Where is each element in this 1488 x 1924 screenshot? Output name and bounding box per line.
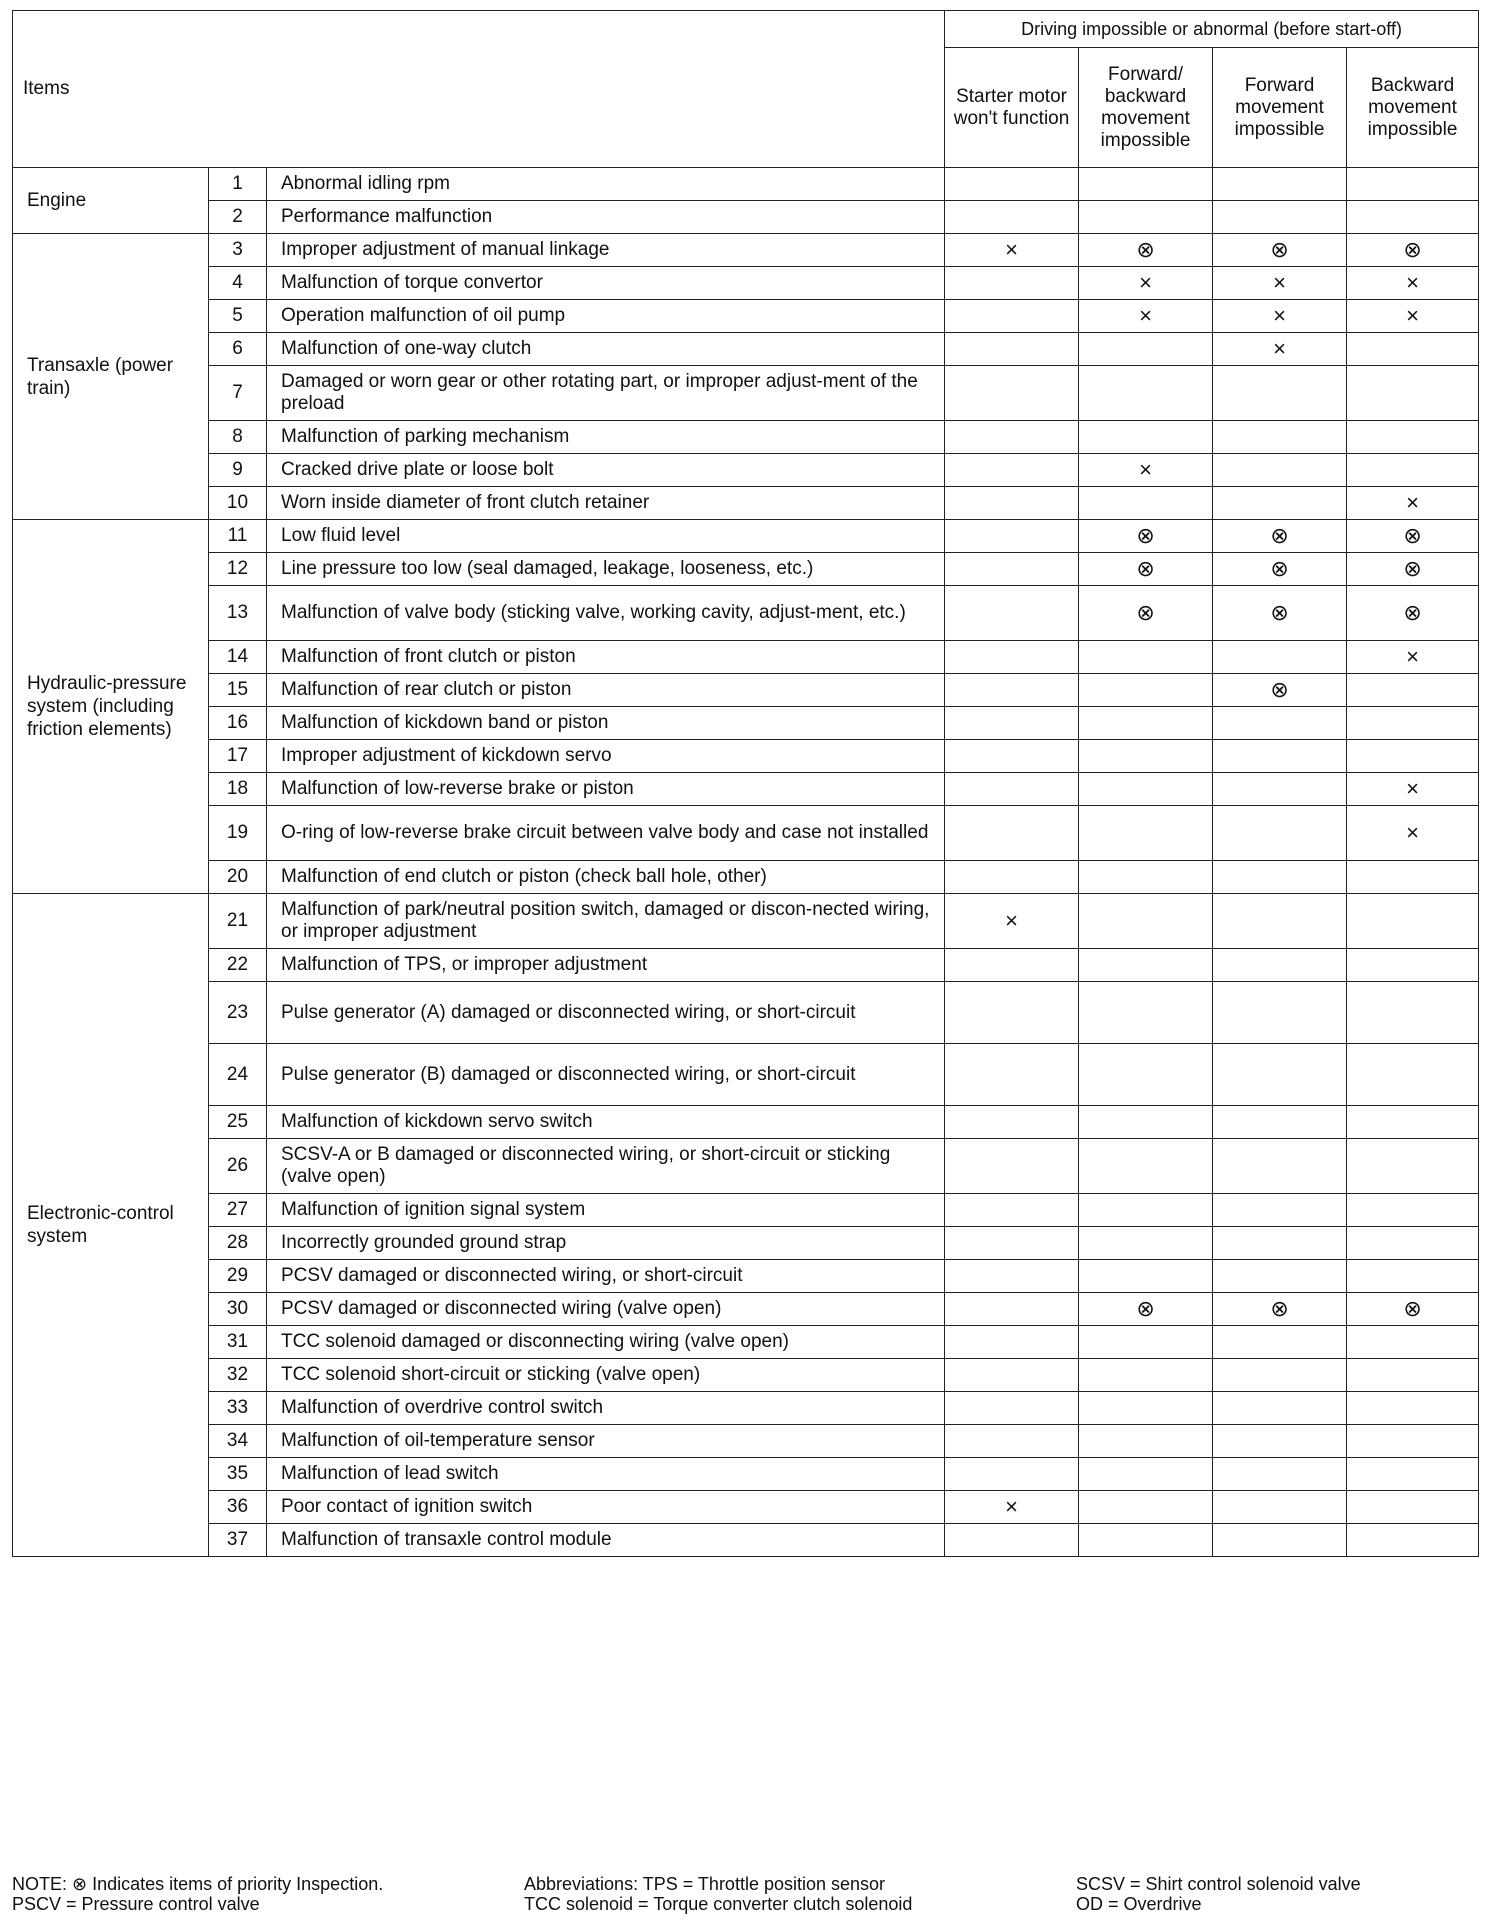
mark-starter bbox=[945, 740, 1079, 773]
mark-forward: × bbox=[1213, 267, 1347, 300]
mark-starter bbox=[945, 674, 1079, 707]
mark-backward bbox=[1347, 707, 1479, 740]
item-description: Malfunction of front clutch or piston bbox=[267, 641, 945, 674]
mark-forward: ⊗ bbox=[1213, 586, 1347, 641]
mark-backward bbox=[1347, 1326, 1479, 1359]
footnote-col-2 bbox=[524, 1874, 1084, 1914]
mark-forward: ⊗ bbox=[1213, 1293, 1347, 1326]
mark-starter bbox=[945, 861, 1079, 894]
mark-forward: × bbox=[1213, 333, 1347, 366]
item-description: Malfunction of low-reverse brake or piston bbox=[267, 773, 945, 806]
table-row bbox=[13, 806, 1479, 861]
table-row bbox=[13, 1293, 1479, 1326]
mark-starter: × bbox=[945, 234, 1079, 267]
mark-backward bbox=[1347, 168, 1479, 201]
mark-forward-backward bbox=[1079, 1524, 1213, 1557]
mark-forward-backward bbox=[1079, 861, 1213, 894]
footnote-col-3 bbox=[1076, 1874, 1488, 1914]
item-description: Abnormal idling rpm bbox=[267, 168, 945, 201]
mark-forward-backward: × bbox=[1079, 300, 1213, 333]
item-number: 29 bbox=[209, 1260, 267, 1293]
mark-backward: ⊗ bbox=[1347, 586, 1479, 641]
item-description: Pulse generator (A) damaged or disconnected wiring, or short-circuit bbox=[267, 982, 945, 1044]
mark-forward-backward: ⊗ bbox=[1079, 586, 1213, 641]
mark-forward bbox=[1213, 487, 1347, 520]
item-description: Malfunction of lead switch bbox=[267, 1458, 945, 1491]
mark-backward bbox=[1347, 949, 1479, 982]
mark-starter bbox=[945, 1392, 1079, 1425]
mark-backward bbox=[1347, 1392, 1479, 1425]
mark-forward bbox=[1213, 1392, 1347, 1425]
item-number: 30 bbox=[209, 1293, 267, 1326]
mark-forward-backward: ⊗ bbox=[1079, 553, 1213, 586]
mark-forward bbox=[1213, 1359, 1347, 1392]
item-description: Malfunction of parking mechanism bbox=[267, 421, 945, 454]
mark-starter bbox=[945, 1044, 1079, 1106]
mark-backward bbox=[1347, 1227, 1479, 1260]
mark-forward: × bbox=[1213, 300, 1347, 333]
mark-backward: ⊗ bbox=[1347, 553, 1479, 586]
mark-forward-backward bbox=[1079, 707, 1213, 740]
item-description: Incorrectly grounded ground strap bbox=[267, 1227, 945, 1260]
mark-forward-backward bbox=[1079, 1139, 1213, 1194]
mark-starter bbox=[945, 520, 1079, 553]
item-number: 10 bbox=[209, 487, 267, 520]
diagnosis-table bbox=[12, 10, 1479, 1557]
item-number: 12 bbox=[209, 553, 267, 586]
item-description: Improper adjustment of manual linkage bbox=[267, 234, 945, 267]
item-description: SCSV-A or B damaged or disconnected wiring, or short-circuit or sticking (valve open) bbox=[267, 1139, 945, 1194]
item-number: 22 bbox=[209, 949, 267, 982]
mark-backward bbox=[1347, 1491, 1479, 1524]
item-number: 3 bbox=[209, 234, 267, 267]
mark-forward-backward bbox=[1079, 806, 1213, 861]
mark-forward-backward bbox=[1079, 1359, 1213, 1392]
mark-starter bbox=[945, 1293, 1079, 1326]
mark-forward bbox=[1213, 1044, 1347, 1106]
mark-starter bbox=[945, 1194, 1079, 1227]
table-row bbox=[13, 1044, 1479, 1106]
mark-forward bbox=[1213, 1194, 1347, 1227]
mark-backward bbox=[1347, 366, 1479, 421]
super-header: Driving impossible or abnormal (before start-off) bbox=[945, 11, 1479, 48]
mark-starter bbox=[945, 366, 1079, 421]
mark-forward bbox=[1213, 1524, 1347, 1557]
mark-forward-backward bbox=[1079, 421, 1213, 454]
item-description: Line pressure too low (seal damaged, leakage, looseness, etc.) bbox=[267, 553, 945, 586]
mark-backward bbox=[1347, 1194, 1479, 1227]
item-number: 32 bbox=[209, 1359, 267, 1392]
mark-forward-backward bbox=[1079, 982, 1213, 1044]
item-number: 20 bbox=[209, 861, 267, 894]
mark-forward-backward bbox=[1079, 1106, 1213, 1139]
item-number: 9 bbox=[209, 454, 267, 487]
mark-forward-backward bbox=[1079, 949, 1213, 982]
item-number: 33 bbox=[209, 1392, 267, 1425]
mark-forward-backward bbox=[1079, 1044, 1213, 1106]
table-row bbox=[13, 520, 1479, 553]
table-row bbox=[13, 740, 1479, 773]
table-row bbox=[13, 487, 1479, 520]
mark-backward bbox=[1347, 894, 1479, 949]
mark-starter bbox=[945, 1458, 1079, 1491]
mark-starter: × bbox=[945, 894, 1079, 949]
item-number: 2 bbox=[209, 201, 267, 234]
mark-forward-backward bbox=[1079, 1194, 1213, 1227]
note-priority-legend: NOTE: ⊗ Indicates items of priority Inspection. bbox=[12, 1874, 384, 1894]
mark-forward-backward bbox=[1079, 1491, 1213, 1524]
table-row bbox=[13, 861, 1479, 894]
mark-forward: ⊗ bbox=[1213, 674, 1347, 707]
mark-forward bbox=[1213, 1326, 1347, 1359]
mark-forward bbox=[1213, 201, 1347, 234]
item-number: 14 bbox=[209, 641, 267, 674]
mark-forward-backward bbox=[1079, 1425, 1213, 1458]
table-row bbox=[13, 586, 1479, 641]
mark-backward bbox=[1347, 1260, 1479, 1293]
mark-forward bbox=[1213, 421, 1347, 454]
mark-forward bbox=[1213, 806, 1347, 861]
item-number: 24 bbox=[209, 1044, 267, 1106]
mark-backward: ⊗ bbox=[1347, 1293, 1479, 1326]
table-row bbox=[13, 267, 1479, 300]
mark-backward: × bbox=[1347, 300, 1479, 333]
item-description: Worn inside diameter of front clutch retainer bbox=[267, 487, 945, 520]
mark-forward bbox=[1213, 366, 1347, 421]
mark-forward-backward: ⊗ bbox=[1079, 234, 1213, 267]
mark-starter bbox=[945, 641, 1079, 674]
item-description: PCSV damaged or disconnected wiring, or short-circuit bbox=[267, 1260, 945, 1293]
item-number: 27 bbox=[209, 1194, 267, 1227]
item-number: 4 bbox=[209, 267, 267, 300]
mark-starter bbox=[945, 201, 1079, 234]
table-body bbox=[13, 168, 1479, 1557]
table-header bbox=[13, 11, 1479, 168]
mark-forward-backward bbox=[1079, 168, 1213, 201]
mark-backward: × bbox=[1347, 487, 1479, 520]
item-description: O-ring of low-reverse brake circuit between valve body and case not installed bbox=[267, 806, 945, 861]
mark-forward bbox=[1213, 1260, 1347, 1293]
mark-forward-backward bbox=[1079, 333, 1213, 366]
mark-forward: ⊗ bbox=[1213, 553, 1347, 586]
table-row bbox=[13, 1491, 1479, 1524]
item-description: Poor contact of ignition switch bbox=[267, 1491, 945, 1524]
mark-forward-backward: × bbox=[1079, 267, 1213, 300]
mark-forward-backward bbox=[1079, 1392, 1213, 1425]
table-row bbox=[13, 234, 1479, 267]
item-number: 1 bbox=[209, 168, 267, 201]
table-row bbox=[13, 1359, 1479, 1392]
column-header-backward: Backward movement impossible bbox=[1347, 48, 1479, 168]
mark-forward bbox=[1213, 1425, 1347, 1458]
mark-backward bbox=[1347, 1425, 1479, 1458]
item-description: Malfunction of one-way clutch bbox=[267, 333, 945, 366]
mark-forward bbox=[1213, 949, 1347, 982]
mark-backward: × bbox=[1347, 267, 1479, 300]
mark-forward bbox=[1213, 740, 1347, 773]
item-number: 25 bbox=[209, 1106, 267, 1139]
item-description: Performance malfunction bbox=[267, 201, 945, 234]
item-description: Malfunction of rear clutch or piston bbox=[267, 674, 945, 707]
mark-forward bbox=[1213, 1491, 1347, 1524]
mark-backward bbox=[1347, 861, 1479, 894]
item-number: 31 bbox=[209, 1326, 267, 1359]
mark-starter bbox=[945, 707, 1079, 740]
mark-forward-backward bbox=[1079, 1458, 1213, 1491]
mark-backward: × bbox=[1347, 641, 1479, 674]
mark-starter bbox=[945, 454, 1079, 487]
mark-starter bbox=[945, 553, 1079, 586]
item-number: 19 bbox=[209, 806, 267, 861]
mark-forward bbox=[1213, 1106, 1347, 1139]
table-row bbox=[13, 201, 1479, 234]
mark-forward bbox=[1213, 168, 1347, 201]
mark-forward bbox=[1213, 773, 1347, 806]
column-header-forward-backward: Forward/ backward movement impossible bbox=[1079, 48, 1213, 168]
item-number: 18 bbox=[209, 773, 267, 806]
mark-forward: ⊗ bbox=[1213, 520, 1347, 553]
item-number: 7 bbox=[209, 366, 267, 421]
mark-starter bbox=[945, 806, 1079, 861]
mark-backward bbox=[1347, 1044, 1479, 1106]
mark-forward-backward: ⊗ bbox=[1079, 520, 1213, 553]
mark-starter bbox=[945, 333, 1079, 366]
mark-forward-backward bbox=[1079, 674, 1213, 707]
mark-backward bbox=[1347, 1139, 1479, 1194]
item-description: TCC solenoid short-circuit or sticking (valve open) bbox=[267, 1359, 945, 1392]
mark-forward-backward: ⊗ bbox=[1079, 1293, 1213, 1326]
mark-forward bbox=[1213, 454, 1347, 487]
item-description: Operation malfunction of oil pump bbox=[267, 300, 945, 333]
mark-backward bbox=[1347, 674, 1479, 707]
mark-forward-backward bbox=[1079, 1326, 1213, 1359]
item-number: 17 bbox=[209, 740, 267, 773]
table-row bbox=[13, 641, 1479, 674]
note-od: OD = Overdrive bbox=[1076, 1894, 1202, 1914]
group-label: Engine bbox=[13, 168, 209, 234]
mark-starter bbox=[945, 1524, 1079, 1557]
mark-backward: × bbox=[1347, 806, 1479, 861]
group-label: Hydraulic-pressure system (including friction elements) bbox=[13, 520, 209, 894]
mark-forward bbox=[1213, 1139, 1347, 1194]
table-row bbox=[13, 982, 1479, 1044]
mark-forward bbox=[1213, 861, 1347, 894]
item-description: Malfunction of overdrive control switch bbox=[267, 1392, 945, 1425]
mark-backward bbox=[1347, 1458, 1479, 1491]
mark-backward bbox=[1347, 1359, 1479, 1392]
item-description: Low fluid level bbox=[267, 520, 945, 553]
table-row bbox=[13, 707, 1479, 740]
table-row bbox=[13, 333, 1479, 366]
item-number: 23 bbox=[209, 982, 267, 1044]
mark-starter bbox=[945, 1227, 1079, 1260]
mark-starter: × bbox=[945, 1491, 1079, 1524]
item-number: 11 bbox=[209, 520, 267, 553]
note-tps: Abbreviations: TPS = Throttle position sensor bbox=[524, 1874, 886, 1894]
item-description: Cracked drive plate or loose bolt bbox=[267, 454, 945, 487]
item-number: 15 bbox=[209, 674, 267, 707]
item-description: Pulse generator (B) damaged or disconnected wiring, or short-circuit bbox=[267, 1044, 945, 1106]
column-header-forward: Forward movement impossible bbox=[1213, 48, 1347, 168]
table-row bbox=[13, 553, 1479, 586]
item-description: Malfunction of torque convertor bbox=[267, 267, 945, 300]
mark-backward: ⊗ bbox=[1347, 234, 1479, 267]
mark-forward bbox=[1213, 982, 1347, 1044]
mark-forward-backward bbox=[1079, 366, 1213, 421]
item-number: 21 bbox=[209, 894, 267, 949]
mark-starter bbox=[945, 1359, 1079, 1392]
table-row bbox=[13, 894, 1479, 949]
item-number: 13 bbox=[209, 586, 267, 641]
table-row bbox=[13, 421, 1479, 454]
mark-starter bbox=[945, 168, 1079, 201]
table-row bbox=[13, 1139, 1479, 1194]
item-number: 5 bbox=[209, 300, 267, 333]
item-description: Malfunction of end clutch or piston (check ball hole, other) bbox=[267, 861, 945, 894]
item-description: Malfunction of transaxle control module bbox=[267, 1524, 945, 1557]
mark-forward-backward: × bbox=[1079, 454, 1213, 487]
mark-forward-backward bbox=[1079, 487, 1213, 520]
table-row bbox=[13, 674, 1479, 707]
mark-forward bbox=[1213, 707, 1347, 740]
note-tcc: TCC solenoid = Torque converter clutch solenoid bbox=[524, 1894, 913, 1914]
item-description: Malfunction of park/neutral position switch, damaged or discon-nected wiring, or improper adjustment bbox=[267, 894, 945, 949]
mark-starter bbox=[945, 1139, 1079, 1194]
table-row bbox=[13, 1392, 1479, 1425]
table-row bbox=[13, 1524, 1479, 1557]
mark-backward: ⊗ bbox=[1347, 520, 1479, 553]
item-description: Malfunction of kickdown band or piston bbox=[267, 707, 945, 740]
item-number: 37 bbox=[209, 1524, 267, 1557]
mark-forward bbox=[1213, 894, 1347, 949]
mark-backward bbox=[1347, 201, 1479, 234]
item-number: 28 bbox=[209, 1227, 267, 1260]
item-number: 26 bbox=[209, 1139, 267, 1194]
item-description: Damaged or worn gear or other rotating part, or improper adjust-ment of the preload bbox=[267, 366, 945, 421]
mark-forward: ⊗ bbox=[1213, 234, 1347, 267]
mark-backward bbox=[1347, 982, 1479, 1044]
diagnosis-table-container bbox=[12, 10, 1478, 1557]
mark-forward-backward bbox=[1079, 773, 1213, 806]
item-description: Malfunction of TPS, or improper adjustment bbox=[267, 949, 945, 982]
mark-forward-backward bbox=[1079, 1260, 1213, 1293]
mark-starter bbox=[945, 487, 1079, 520]
mark-forward-backward bbox=[1079, 641, 1213, 674]
mark-forward-backward bbox=[1079, 740, 1213, 773]
table-row bbox=[13, 366, 1479, 421]
table-row bbox=[13, 1260, 1479, 1293]
mark-forward-backward bbox=[1079, 894, 1213, 949]
mark-backward bbox=[1347, 421, 1479, 454]
mark-starter bbox=[945, 267, 1079, 300]
mark-starter bbox=[945, 982, 1079, 1044]
mark-forward bbox=[1213, 1227, 1347, 1260]
mark-forward-backward bbox=[1079, 201, 1213, 234]
item-number: 16 bbox=[209, 707, 267, 740]
table-row bbox=[13, 1326, 1479, 1359]
item-description: Malfunction of oil-temperature sensor bbox=[267, 1425, 945, 1458]
footnote-col-1 bbox=[12, 1874, 532, 1914]
note-scsv: SCSV = Shirt control solenoid valve bbox=[1076, 1874, 1361, 1894]
items-header: Items bbox=[13, 11, 945, 168]
mark-backward bbox=[1347, 1106, 1479, 1139]
table-row bbox=[13, 168, 1479, 201]
table-row bbox=[13, 1106, 1479, 1139]
group-label: Transaxle (power train) bbox=[13, 234, 209, 520]
table-row bbox=[13, 1227, 1479, 1260]
table-row bbox=[13, 1458, 1479, 1491]
mark-starter bbox=[945, 1326, 1079, 1359]
mark-starter bbox=[945, 1106, 1079, 1139]
note-pscv: PSCV = Pressure control valve bbox=[12, 1894, 260, 1914]
mark-backward bbox=[1347, 333, 1479, 366]
mark-starter bbox=[945, 1260, 1079, 1293]
item-description: Malfunction of valve body (sticking valve, working cavity, adjust-ment, etc.) bbox=[267, 586, 945, 641]
table-row bbox=[13, 949, 1479, 982]
mark-forward bbox=[1213, 1458, 1347, 1491]
group-label: Electronic-control system bbox=[13, 894, 209, 1557]
item-number: 8 bbox=[209, 421, 267, 454]
item-number: 36 bbox=[209, 1491, 267, 1524]
item-number: 34 bbox=[209, 1425, 267, 1458]
item-description: Malfunction of kickdown servo switch bbox=[267, 1106, 945, 1139]
mark-backward bbox=[1347, 740, 1479, 773]
mark-starter bbox=[945, 421, 1079, 454]
table-row bbox=[13, 454, 1479, 487]
mark-backward bbox=[1347, 454, 1479, 487]
item-number: 6 bbox=[209, 333, 267, 366]
mark-backward: × bbox=[1347, 773, 1479, 806]
item-number: 35 bbox=[209, 1458, 267, 1491]
table-row bbox=[13, 300, 1479, 333]
mark-starter bbox=[945, 773, 1079, 806]
column-header-starter: Starter motor won't function bbox=[945, 48, 1079, 168]
item-description: Improper adjustment of kickdown servo bbox=[267, 740, 945, 773]
item-description: Malfunction of ignition signal system bbox=[267, 1194, 945, 1227]
table-row bbox=[13, 773, 1479, 806]
mark-forward bbox=[1213, 641, 1347, 674]
table-row bbox=[13, 1425, 1479, 1458]
table-row bbox=[13, 1194, 1479, 1227]
item-description: TCC solenoid damaged or disconnecting wiring (valve open) bbox=[267, 1326, 945, 1359]
mark-backward bbox=[1347, 1524, 1479, 1557]
mark-forward-backward bbox=[1079, 1227, 1213, 1260]
mark-starter bbox=[945, 1425, 1079, 1458]
mark-starter bbox=[945, 586, 1079, 641]
mark-starter bbox=[945, 300, 1079, 333]
item-description: PCSV damaged or disconnected wiring (valve open) bbox=[267, 1293, 945, 1326]
mark-starter bbox=[945, 949, 1079, 982]
